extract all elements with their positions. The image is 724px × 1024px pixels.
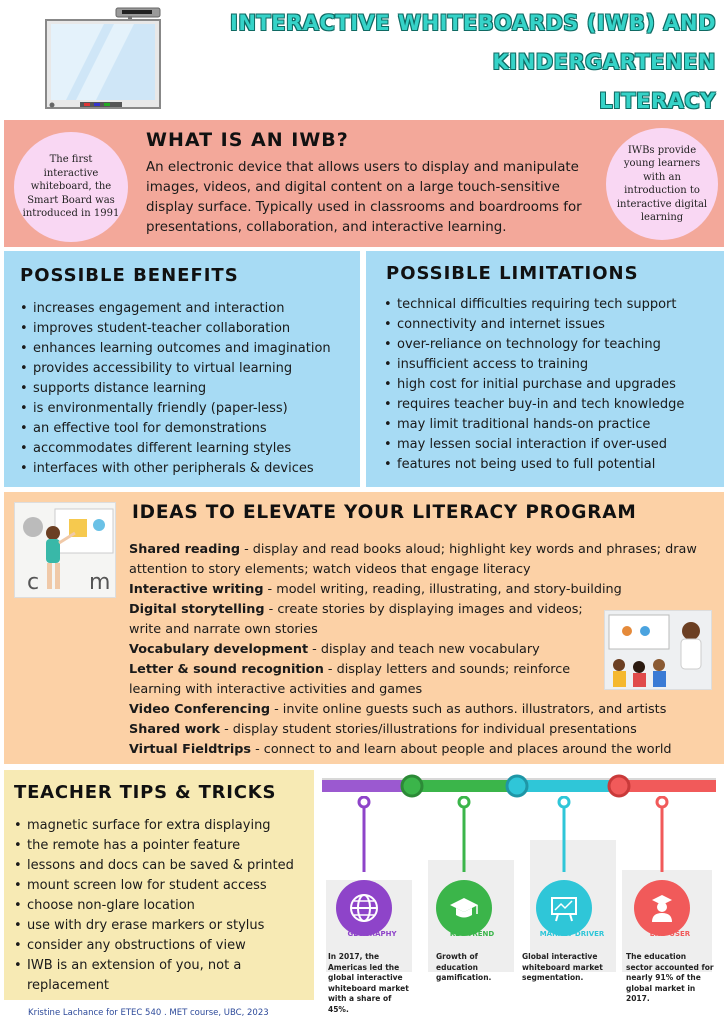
idea-term: Video Conferencing: [129, 702, 271, 717]
photo-letter-c: c: [27, 570, 40, 595]
list-item: • consider any obstructions of view: [14, 936, 304, 956]
globe-icon: [348, 892, 380, 924]
benefits-heading: POSSIBLE BENEFITS: [20, 265, 239, 286]
column-text-end-user: The education sector accounted for nearly 91% of the global market in 2017.: [626, 952, 714, 1003]
list-item: • supports distance learning: [20, 379, 331, 399]
list-item: • may limit traditional hands-on practice: [384, 415, 684, 435]
interactive-whiteboard-illustration: [44, 6, 164, 112]
graduate-person-icon: [646, 892, 678, 924]
column-label-end-user: END-USER: [649, 930, 691, 938]
benefits-section: [4, 251, 360, 487]
list-item: • interfaces with other peripherals & devices: [20, 459, 331, 479]
column-text-market-driver: Global interactive whiteboard market segmentation.: [522, 952, 603, 982]
idea-description: - create stories by displaying images and videos; write and narrate own stories: [129, 602, 583, 637]
list-item: • lessons and docs can be saved & printed: [14, 856, 304, 876]
list-item: • improves student-teacher collaboration: [20, 319, 331, 339]
idea-term: Interactive writing: [129, 582, 264, 597]
list-item: • requires teacher buy-in and tech knowledge: [384, 395, 684, 415]
list-item: • connectivity and internet issues: [384, 315, 684, 335]
child-at-whiteboard-photo: [14, 502, 116, 598]
idea-description: - model writing, reading, illustrating, and story-building: [263, 582, 622, 597]
list-item: • magnetic surface for extra displaying: [14, 816, 304, 836]
author-credit: Kristine Lachance for ETEC 540 . MET course, UBC, 2023: [28, 1008, 269, 1018]
list-item: • mount screen low for student access: [14, 876, 304, 896]
idea-description: - display letters and sounds; reinforce learning with interactive activities and games: [129, 662, 571, 697]
idea-item: [129, 660, 599, 700]
list-item: • is environmentally friendly (paper-less): [20, 399, 331, 419]
list-item: • enhances learning outcomes and imagination: [20, 339, 331, 359]
list-item: • an effective tool for demonstrations: [20, 419, 331, 439]
whiteboard-icon: [548, 892, 580, 924]
fact-circle-right: IWBs provide young learners with an introduction to interactive digital learning: [606, 128, 718, 240]
ideas-heading: IDEAS TO ELEVATE YOUR LITERACY PROGRAM: [132, 502, 637, 523]
infographic-columns: [322, 770, 716, 1020]
tips-heading: TEACHER TIPS & TRICKS: [14, 782, 277, 803]
classroom-photo: [604, 610, 712, 690]
title-line-2: KINDERGARTENEN: [492, 50, 716, 74]
list-item: • increases engagement and interaction: [20, 299, 331, 319]
tips-list: [14, 816, 304, 996]
what-is-iwb-section: [4, 120, 724, 247]
idea-description: - connect to and learn about people and places around the world: [251, 742, 672, 757]
idea-description: - display and teach new vocabulary: [308, 642, 540, 657]
teacher-tips-section: [4, 770, 314, 1000]
idea-term: Vocabulary development: [129, 642, 309, 657]
limitations-heading: POSSIBLE LIMITATIONS: [386, 263, 639, 284]
list-item: • IWB is an extension of you, not a replacement: [14, 956, 264, 996]
market-infographic: [322, 770, 716, 1020]
list-item: • features not being used to full potential: [384, 455, 684, 475]
idea-item: [129, 740, 714, 760]
fact-circle-left: The first interactive whiteboard, the Smart Board was introduced in 1991: [14, 132, 128, 242]
benefits-list: [20, 299, 331, 479]
list-item: • provides accessibility to virtual learning: [20, 359, 331, 379]
photo-letter-m: m: [89, 570, 111, 595]
idea-item: [129, 540, 714, 580]
list-item: • choose non-glare location: [14, 896, 304, 916]
column-label-key-trend: KEY TREND: [449, 930, 495, 938]
idea-term: Digital storytelling: [129, 602, 265, 617]
list-item: • technical difficulties requiring tech support: [384, 295, 684, 315]
idea-item: [129, 580, 714, 600]
idea-description: - display student stories/illustrations for individual presentations: [220, 722, 637, 737]
what-description: An electronic device that allows users to display and manipulate images, videos, and digital content on a large touch-sensitive display surface. Typically used in classrooms and boardrooms for presentations, collaboration, and interactive learning.: [146, 160, 582, 235]
column-text-geography: In 2017, the Americas led the global interactive whiteboard market with a share of 45%.: [328, 952, 409, 1014]
ideas-section: [4, 492, 724, 764]
limitations-list: [384, 295, 684, 475]
idea-description: - invite online guests such as authors. illustrators, and artists: [270, 702, 667, 717]
list-item: • the remote has a pointer feature: [14, 836, 304, 856]
list-item: • use with dry erase markers or stylus: [14, 916, 304, 936]
idea-term: Virtual Fieldtrips: [129, 742, 252, 757]
list-item: • high cost for initial purchase and upgrades: [384, 375, 684, 395]
graduation-cap-icon: [448, 892, 480, 924]
title-line-3: LITERACY: [599, 89, 716, 113]
what-heading: WHAT IS AN IWB?: [146, 129, 349, 151]
idea-term: Shared work: [129, 722, 221, 737]
idea-description: - display and read books aloud; highlight key words and phrases; draw attention to story elements; watch videos that engage literacy: [129, 542, 697, 577]
page-title: [196, 4, 716, 121]
list-item: • may lessen social interaction if over-used: [384, 435, 684, 455]
idea-item: [129, 720, 714, 740]
list-item: • insufficient access to training: [384, 355, 684, 375]
idea-item: [129, 600, 599, 640]
column-label-geography: GEOGRAPHY: [347, 930, 397, 938]
column-label-market-driver: MARKET DRIVER: [539, 930, 605, 938]
limitations-section: [366, 251, 724, 487]
title-line-1: INTERACTIVE WHITEBOARDS (IWB) AND: [230, 11, 716, 35]
idea-term: Shared reading: [129, 542, 241, 557]
header: [0, 0, 724, 118]
list-item: • over-reliance on technology for teaching: [384, 335, 684, 355]
idea-term: Letter & sound recognition: [129, 662, 324, 677]
list-item: • accommodates different learning styles: [20, 439, 331, 459]
column-text-key-trend: Growth of education gamification.: [436, 952, 492, 982]
idea-item: [129, 700, 714, 720]
